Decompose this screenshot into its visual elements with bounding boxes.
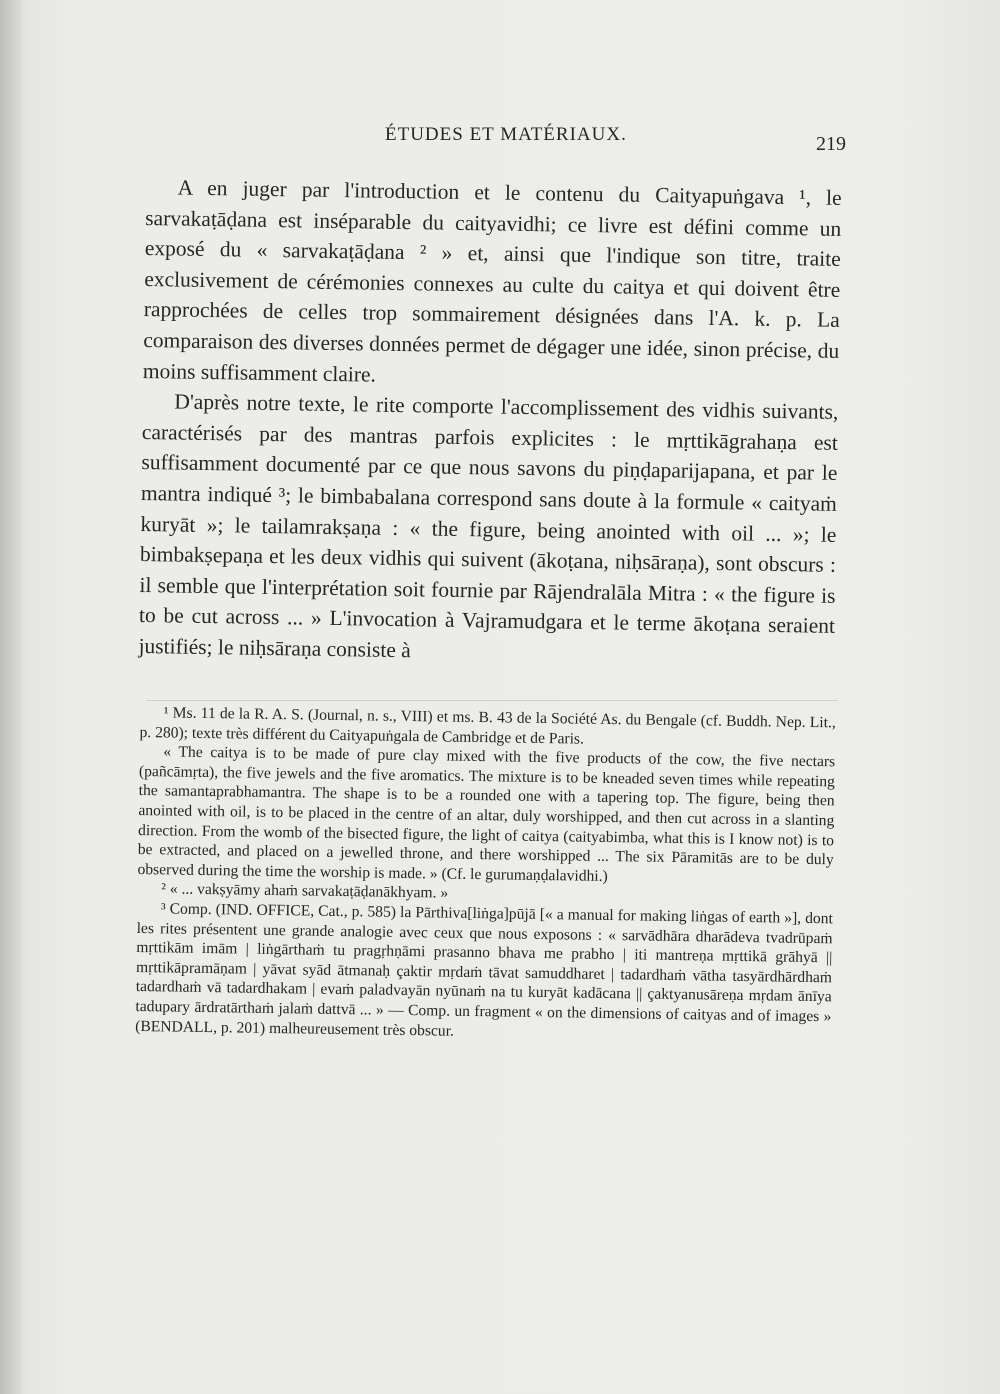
footnote: ² « ... vakṣyāmy ahaṁ sarvakaṭāḍanākhyam. » — [161, 880, 449, 902]
body-paragraph: A en juger par l'introduction et le contenu du Caityapuṅgava ¹, le sarvakaṭāḍana est inséparable du caityavidhi; ce livre est défini comme un exposé du « sarvakaṭāḍana ² » et, ainsi que l'indique son titre, traite exclusivement de cérémonies connexes au culte du caitya et qui doivent être rapprochées de celles trop sommairement désignées dans l'A. k. p. La comparaison des diverses données permet de dégager une idée, sinon précise, du moins suffisamment claire. — [142, 175, 842, 387]
footnote: ¹ Ms. 11 de la R. A. S. (Journal, n. s., VIII) et ms. B. 43 de la Société As. du Bengale (cf. Buddh. Nep. Lit., p. 280); texte très différent du Caityapuṅgala de Cambridge et de Paris. — [139, 704, 836, 748]
page-number: 219 — [816, 133, 846, 155]
body-paragraph: D'après notre texte, le rite comporte l'accomplissement des vidhis suivants, caractérisés par des mantras parfois explicites : le mṛttikāgrahaṇa est suffisamment documenté par ce que nous savons du piṇḍaparijapana, et par le mantra indiqué ³; le bimbabalana correspond sans doute à la formule « caityaṁ kuryāt »; le tailamrakṣaṇa : « the figure, being anointed with oil ... »; le bimbakṣepaṇa et les deux vidhis qui suivent (ākoṭana, niḥsāraṇa), sont obscurs : il semble que l'interprétation soit fournie par Rājendralāla Mitra : « the figure is to be cut across ... » L'invocation à Vajramudgara et le terme ākoṭana seraient justifiés; le niḥsāraṇa consiste à — [138, 389, 839, 663]
main-text — [138, 172, 842, 672]
page-gutter-shadow — [0, 0, 22, 1394]
footnote: « The caitya is to be made of pure clay mixed with the five products of the cow, the five nectars (pañcāmṛta), the five jewels and the five aromatics. The mixture is to be kneaded seven times while repeating the samantaprabhamantra. The shape is to be a rounded one with a tapering top. The figure, being then anointed with oil, is to be placed in the centre of an altar, duly worshipped, and then cut across in a slanting direction. From the womb of the bisected figure, the light of caitya (caityabimba, what this is I know not) is to be extracted, and placed on a jewelled throne, and there worshipped ... The six Pāramitās are to be duly observed during the time the worship is made. » (Cf. le gurumaṇḍalavidhi.) — [137, 743, 836, 885]
footnote-separator — [146, 700, 838, 701]
footnotes — [135, 703, 836, 1046]
footnote: ³ Comp. (IND. OFFICE, Cat., p. 585) la Pārthiva[liṅga]pūjā [« a manual for making liṅgas of earth »], dont les rites présentent une grande analogie avec ceux que nous exposons : « sarvādhāra dharādeva tvadrūpaṁ mṛttikām imām | liṅgārthaṁ tu pragṛhṇāmi prasanno bhava me prabho | iti mantreṇa mṛttikā grāhyā || mṛttikāpramāṇam | yāvat syād ātmanaḥ çaktir mṛdaṁ tāvat samuddharet | tadardhaṁ vātha tasyārdhārdhaṁ tadardhaṁ vā tadardhakam | evaṁ paladvayān nyūnaṁ na tu kuryāt kadācana || çaktyanusāreṇa mṛdam ānīya tadupary ārdratārthaṁ jalaṁ dattvā ... » — Comp. un fragment « on the dimensions of caityas and of images » (BENDALL, p. 201) malheureusement très obscur. — [135, 900, 834, 1040]
running-head: ÉTUDES ET MATÉRIAUX. — [385, 124, 627, 145]
